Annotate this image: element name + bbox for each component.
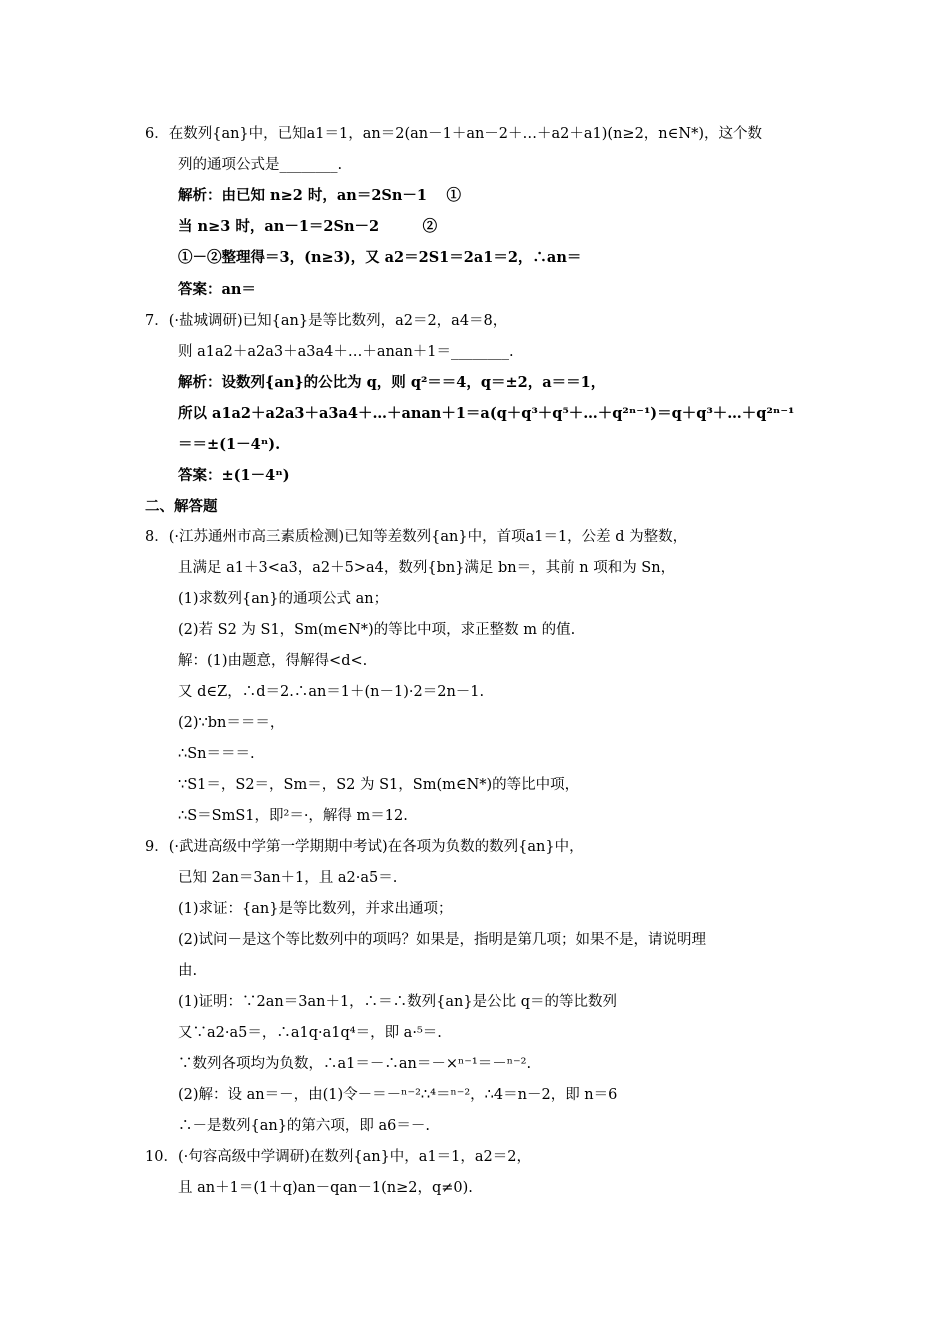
text-line: ∵数列各项均为负数，∴a1＝－∴an＝－×ⁿ⁻¹＝－ⁿ⁻².	[178, 1056, 532, 1072]
text-line: ∵S1＝，S2＝，Sm＝，S2 为 S1，Sm(m∈N*)的等比中项，	[178, 777, 580, 793]
text-line: ∴－是数列{an}的第六项，即 a6＝－.	[178, 1118, 431, 1134]
text-line: 由.	[178, 963, 198, 979]
text-line: (1)求数列{an}的通项公式 an；	[178, 591, 389, 607]
text-line: 当 n≥3 时，an－1＝2Sn－2 ②	[178, 218, 438, 235]
text-line: 解析：设数列{an}的公比为 q，则 q²＝＝4，q＝±2，a＝＝1，	[178, 374, 606, 391]
text-line: 9．(·武进高级中学第一学期期中考试)在各项为负数的数列{an}中，	[145, 839, 584, 855]
text-line: 且 an＋1＝(1＋q)an－qan－1(n≥2，q≠0).	[178, 1180, 473, 1196]
text-line: 又 d∈Z，∴d＝2.∴an＝1＋(n－1)·2＝2n－1.	[178, 684, 485, 700]
text-line: 8．(·江苏通州市高三素质检测)已知等差数列{an}中，首项a1＝1，公差 d 为整数，	[145, 529, 688, 545]
text-line: 答案：an＝	[178, 281, 256, 298]
text-line: 6．在数列{an}中，已知a1＝1，an＝2(an－1＋an－2＋…＋a2＋a1)(n≥2，n∈N*)，这个数	[145, 126, 762, 142]
text-line: 7．(·盐城调研)已知{an}是等比数列，a2＝2，a4＝8，	[145, 313, 508, 329]
text-line: 解析：由已知 n≥2 时，an＝2Sn－1 ①	[178, 187, 462, 204]
text-line: (1)证明：∵2an＝3an＋1，∴＝∴数列{an}是公比 q＝的等比数列	[178, 994, 618, 1010]
text-line: 列的通项公式是________.	[178, 157, 343, 173]
text-line: ∴Sn＝＝＝.	[178, 746, 255, 762]
text-line: 解：(1)由题意，得解得<d<.	[178, 653, 368, 669]
text-line: 答案：±(1－4ⁿ)	[178, 467, 290, 484]
text-line: 二、解答题	[145, 498, 218, 515]
text-line: (2)试问－是这个等比数列中的项吗？如果是，指明是第几项；如果不是，请说明理	[178, 932, 707, 948]
text-line: ＝＝±(1－4ⁿ).	[178, 436, 281, 453]
text-line: (2)若 S2 为 S1，Sm(m∈N*)的等比中项，求正整数 m 的值.	[178, 622, 576, 638]
text-line: 所以 a1a2＋a2a3＋a3a4＋…＋anan＋1＝a(q＋q³＋q⁵＋…＋q²ⁿ⁻¹)＝q＋q³＋…＋q²ⁿ⁻¹	[178, 405, 795, 422]
text-line: (1)求证：{an}是等比数列，并求出通项；	[178, 901, 453, 917]
text-line: 又∵a2·a5＝，∴a1q·a1q⁴＝，即 a·⁵＝.	[178, 1025, 442, 1041]
text-line: 10．(·句容高级中学调研)在数列{an}中，a1＝1，a2＝2，	[145, 1149, 531, 1165]
text-line: (2)∵bn＝＝＝，	[178, 715, 285, 731]
text-line: 则 a1a2＋a2a3＋a3a4＋…＋anan＋1＝________.	[178, 344, 514, 360]
text-line: 且满足 a1＋3<a3，a2＋5>a4，数列{bn}满足 bn＝，其前 n 项和为 Sn，	[178, 560, 676, 576]
text-line: (2)解：设 an＝－，由(1)令－＝－ⁿ⁻²∴⁴＝ⁿ⁻²，∴4＝n－2，即 n＝6	[178, 1087, 618, 1103]
text-line: ①－②整理得＝3，(n≥3)，又 a2＝2S1＝2a1＝2，∴an＝	[178, 249, 582, 266]
text-line: ∴S＝SmS1，即²＝·，解得 m＝12.	[178, 808, 408, 824]
text-line: 已知 2an＝3an＋1，且 a2·a5＝.	[178, 870, 398, 886]
